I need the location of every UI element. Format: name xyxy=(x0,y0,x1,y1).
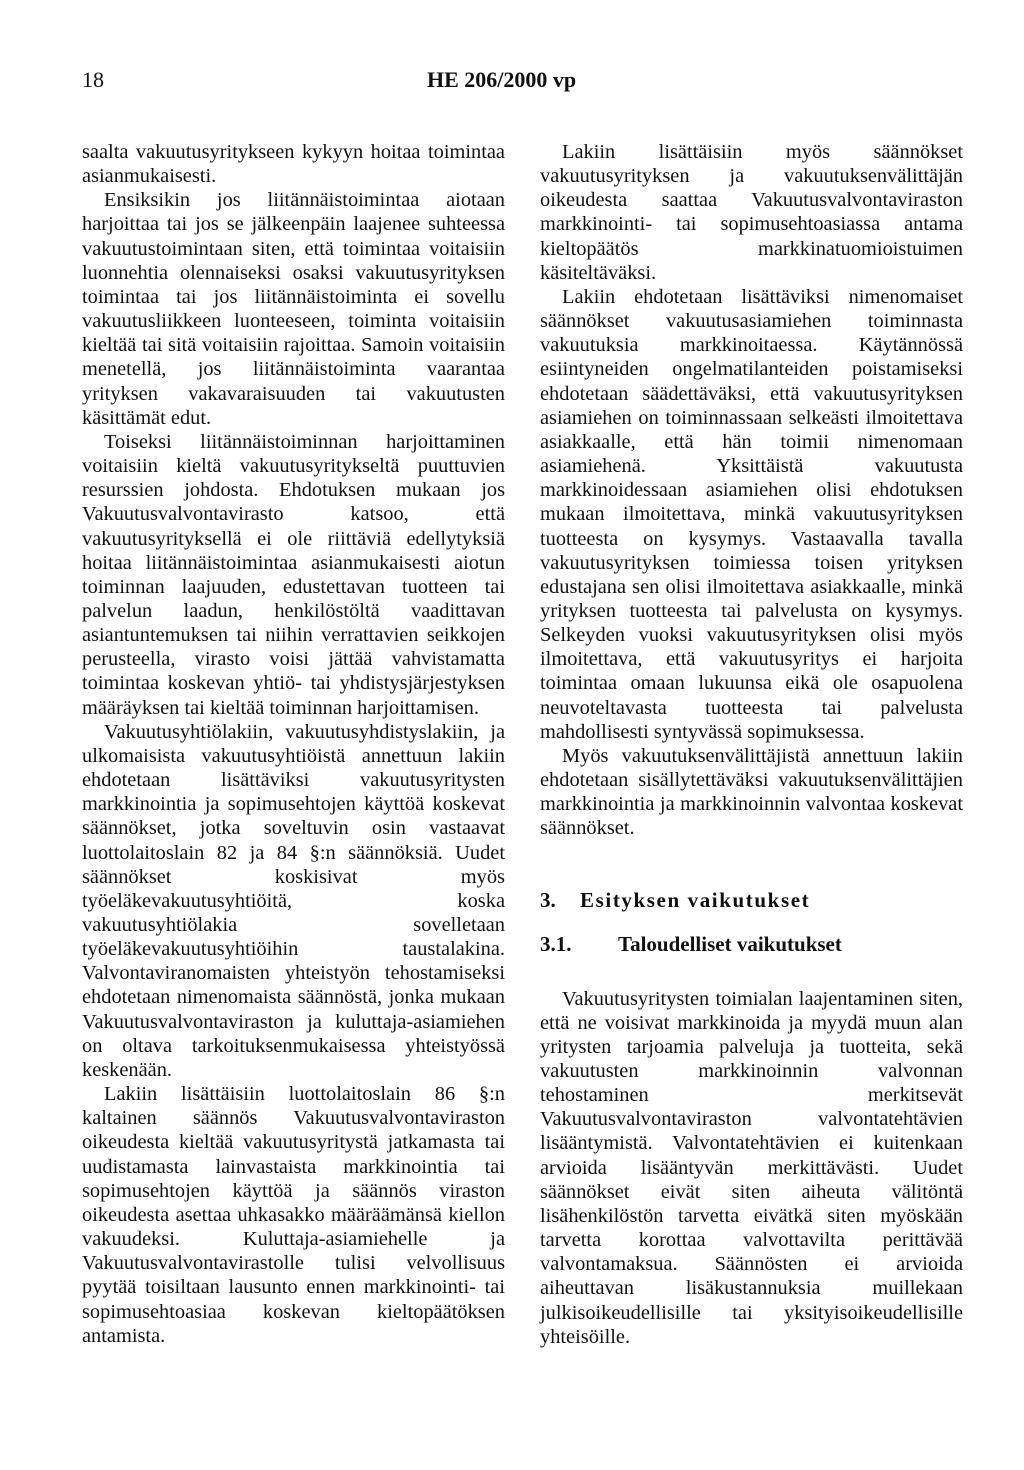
page-number: 18 xyxy=(82,67,104,92)
subsection-number: 3.1. xyxy=(540,931,572,956)
paragraph: Vakuutusyhtiölakiin, vakuutusyhdistyslakiin, ja ulkomaisista vakuutusyhtiöistä annettuun lakiin ehdotetaan lisättäviksi vakuutusyritysten markkinointia ja sopimusehtojen käyttöä koskevat säännökset, jotka soveltuvin osin vastaavat luottolaitoslain 82 ja 84 §:n säännöksiä. Uudet säännökset koskisivat myös työeläkevakuutusyhtiöitä, koska vakuutusyhtiölakia sovelletaan työeläkevakuutusyhtiöihin taustalakina. Valvontaviranomaisten yhteistyön tehostamiseksi ehdotetaan nimenomaista säännöstä, jonka mukaan Vakuutusvalvontaviraston ja kuluttaja-asiamiehen on oltava tarkoituksenmukaisessa yhteistyössä keskenään. xyxy=(82,720,505,1081)
paragraph: Toiseksi liitännäistoiminnan harjoittaminen voitaisiin kieltä vakuutusyritykseltä puuttuvien resurssien johdosta. Ehdotuksen mukaan jos Vakuutusvalvontavirasto katsoo, että vakuutusyrityksellä ei ole riittäviä edellytyksiä hoitaa liitännäistoimintaa asianmukaisesti aiotun toiminnan laajuuden, edustettavan tuotteen tai palvelun laadun, henkilöstöltä vaadittavan asiantuntemuksen tai niihin verrattavien seikkojen perusteella, virasto voisi jättää vahvistamatta toimintaa koskevan yhtiö- tai yhdistysjärjestyksen määräyksen tai kieltää toiminnan harjoittamisen. xyxy=(82,430,505,719)
paragraph: Myös vakuutuksenvälittäjistä annettuun lakiin ehdotetaan sisällytettäväksi vakuutuksenvälittäjien markkinointia ja markkinoinnin valvontaa koskevat säännökset. xyxy=(540,744,963,840)
left-column xyxy=(82,140,505,1348)
section-number: 3. xyxy=(540,887,556,912)
subsection-heading xyxy=(540,931,963,957)
paragraph: Lakiin lisättäisiin luottolaitoslain 86 §:n kaltainen säännös Vakuutusvalvontaviraston oikeudesta kieltää vakuutusyritystä jatkamasta tai uudistamasta lainvastaista markkinointia tai sopimusehtojen käyttöä ja säännös viraston oikeudesta asettaa uhkasakko määräämänsä kiellon vakuudeksi. Kuluttaja-asiamiehelle ja Vakuutusvalvontavirastolle tulisi velvollisuus pyytää toisiltaan lausunto ennen markkinointi- tai sopimusehtoasiaa koskevan kieltopäätöksen antamista. xyxy=(82,1083,505,1347)
paragraph: Lakiin ehdotetaan lisättäviksi nimenomaiset säännökset vakuutusasiamiehen toiminnasta vakuutuksia markkinoitaessa. Käytännössä esiintyneiden ongelmatilanteiden poistamiseksi ehdotetaan säädettäväksi, että vakuutusyrityksen asiamiehen on toiminnassaan selkeästi ilmoitettava asiakkaalle, että hän toimii nimenomaan asiamiehenä. Yksittäistä vakuutusta markkinoidessaan asiamiehen olisi ehdotuksen mukaan ilmoitettava, minkä vakuutusyrityksen tuotteesta on kysymys. Vastaavalla tavalla vakuutusyrityksen toimiessa toisen yrityksen edustajana sen olisi ilmoitettava asiakkaalle, minkä yrityksen tuotteesta tai palvelusta on kysymys. Selkeyden vuoksi vakuutusyrityksen olisi myös ilmoitettava, että vakuutusyritys ei harjoita toimintaa omaan lukuunsa eikä ole osapuolena neuvoteltavasta tuotteesta tai palvelusta mahdollisesti syntyvässä sopimuksessa. xyxy=(540,285,963,743)
paragraph: Vakuutusyritysten toimialan laajentaminen siten, että ne voisivat markkinoida ja myydä muun alan yritysten tarjoamia palveluja ja tuotteita, sekä vakuutusten markkinoinnin valvonnan tehostaminen merkitsevät Vakuutusvalvontaviraston valvontatehtävien lisääntymistä. Valvontatehtävien ei kuitenkaan arvioida lisääntyvän merkittävästi. Uudet säännökset eivät siten aiheuta välitöntä lisähenkilöstön tarvetta eivätkä siten myöskään tarvetta korottaa valvottavilta perittävää valvontamaksua. Säännösten ei arvioida aiheuttavan lisäkustannuksia muillekaan julkisoikeudellisille tai yksityisoikeudellisille yhteisöille. xyxy=(540,987,963,1348)
paragraph: Ensiksikin jos liitännäistoimintaa aiotaan harjoittaa tai jos se jälkeenpäin laajenee suhteessa vakuutustoimintaan siten, että toimintaa voitaisiin luonnehtia olennaiseksi osaksi vakuutusyrityksen toimintaa tai jos liitännäistoiminta ei sovellu vakuutusliikkeen luonteeseen, toiminta voitaisiin kieltää tai sitä voitaisiin rajoittaa. Samoin voitaisiin menetellä, jos liitännäistoiminta vaarantaa yrityksen vakavaraisuuden tai vakuutusten käsittämät edut. xyxy=(82,189,505,429)
document-id: HE 206/2000 vp xyxy=(427,67,577,92)
right-column xyxy=(540,140,963,1349)
section-title: Esityksen vaikutukset xyxy=(580,887,811,912)
subsection-title: Taloudelliset vaikutukset xyxy=(618,931,842,956)
paragraph: saalta vakuutusyritykseen kykyyn hoitaa toimintaa asianmukaisesti. xyxy=(82,141,505,188)
paragraph: Lakiin lisättäisiin myös säännökset vakuutusyrityksen ja vakuutuksenvälittäjän oikeudesta saattaa Vakuutusvalvontaviraston markkinointi- tai sopimusehtoasiassa antama kieltopäätös markkinatuomioistuimen käsiteltäväksi. xyxy=(540,141,963,284)
section-heading xyxy=(540,887,963,913)
